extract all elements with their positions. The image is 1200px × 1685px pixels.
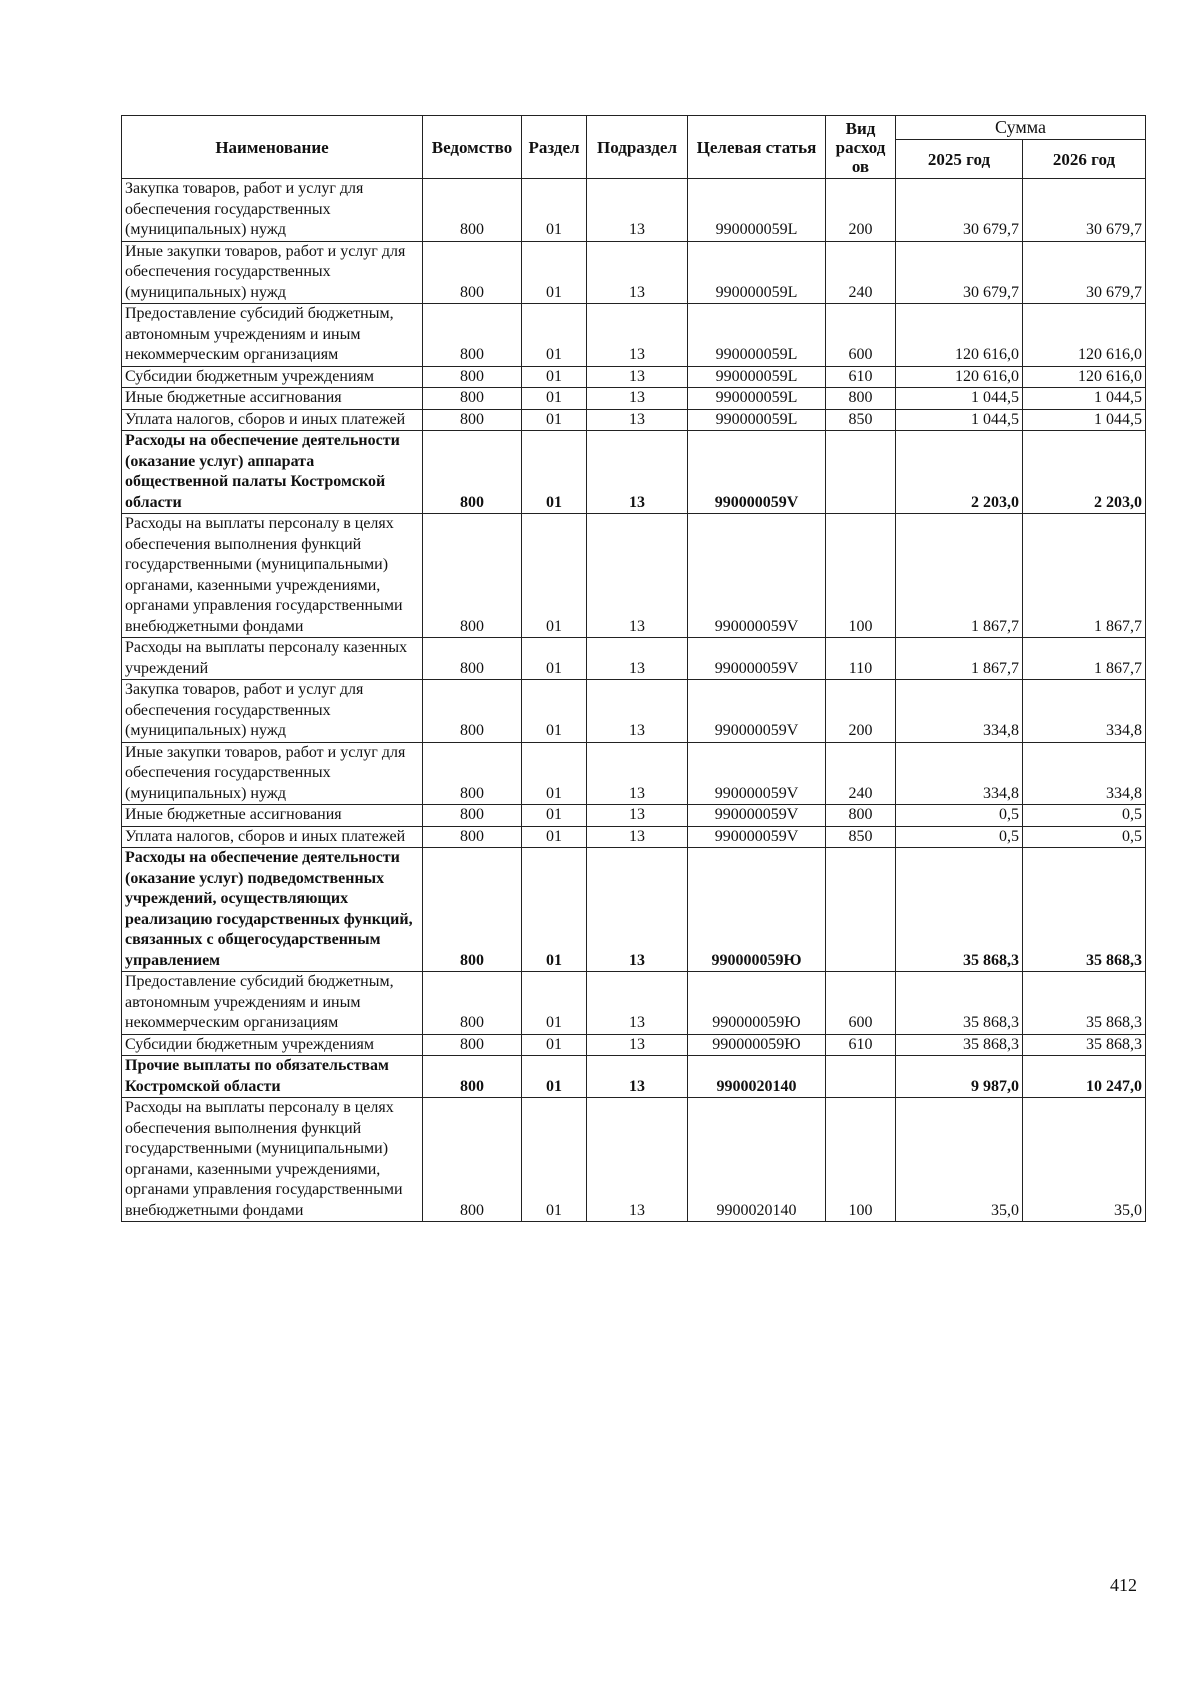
row-sum-2026: 2 203,0 [1023, 431, 1146, 514]
header-article: Целевая статья [688, 116, 826, 179]
row-section: 01 [522, 388, 587, 410]
row-name: Расходы на выплаты персоналу в целях обеспечения выполнения функций государственными (муниципальными) органами, казенными учреждениями, органами управления государственными внебюджетными фондами [122, 1098, 423, 1222]
row-sum-2026: 1 044,5 [1023, 409, 1146, 431]
row-section: 01 [522, 514, 587, 638]
row-subsection: 13 [587, 742, 688, 805]
table-row [122, 826, 1146, 848]
row-section: 01 [522, 805, 587, 827]
row-subsection: 13 [587, 1056, 688, 1098]
table-row [122, 514, 1146, 638]
header-section: Раздел [522, 116, 587, 179]
row-subsection: 13 [587, 388, 688, 410]
row-subsection: 13 [587, 805, 688, 827]
table-row [122, 304, 1146, 367]
row-section: 01 [522, 680, 587, 743]
table-row [122, 848, 1146, 972]
row-name: Закупка товаров, работ и услуг для обеспечения государственных (муниципальных) нужд [122, 179, 423, 242]
row-dept: 800 [423, 409, 522, 431]
row-dept: 800 [423, 179, 522, 242]
row-name: Расходы на выплаты персоналу казенных учреждений [122, 638, 423, 680]
row-dept: 800 [423, 848, 522, 972]
row-name: Уплата налогов, сборов и иных платежей [122, 409, 423, 431]
row-sum-2026: 1 867,7 [1023, 638, 1146, 680]
row-sum-2025: 30 679,7 [896, 241, 1023, 304]
row-sum-2026: 30 679,7 [1023, 241, 1146, 304]
row-name: Субсидии бюджетным учреждениям [122, 1034, 423, 1056]
row-sum-2025: 120 616,0 [896, 304, 1023, 367]
row-sum-2026: 30 679,7 [1023, 179, 1146, 242]
header-row [122, 116, 1146, 140]
row-sum-2026: 120 616,0 [1023, 304, 1146, 367]
row-section: 01 [522, 638, 587, 680]
row-subsection: 13 [587, 241, 688, 304]
table-row [122, 638, 1146, 680]
row-name: Уплата налогов, сборов и иных платежей [122, 826, 423, 848]
row-kind: 600 [826, 972, 896, 1035]
table-row [122, 1034, 1146, 1056]
table-row [122, 742, 1146, 805]
row-sum-2026: 35 868,3 [1023, 848, 1146, 972]
row-sum-2026: 334,8 [1023, 680, 1146, 743]
row-dept: 800 [423, 241, 522, 304]
row-article: 990000059V [688, 826, 826, 848]
row-kind: 850 [826, 826, 896, 848]
row-name: Иные закупки товаров, работ и услуг для обеспечения государственных (муниципальных) нужд [122, 742, 423, 805]
row-subsection: 13 [587, 826, 688, 848]
row-article: 990000059L [688, 241, 826, 304]
row-sum-2025: 30 679,7 [896, 179, 1023, 242]
table-row [122, 805, 1146, 827]
row-subsection: 13 [587, 1034, 688, 1056]
row-article: 990000059Ю [688, 972, 826, 1035]
table-body [122, 179, 1146, 1222]
row-name: Иные закупки товаров, работ и услуг для обеспечения государственных (муниципальных) нужд [122, 241, 423, 304]
row-section: 01 [522, 826, 587, 848]
row-kind: 110 [826, 638, 896, 680]
header-name: Наименование [122, 116, 423, 179]
row-name: Предоставление субсидий бюджетным, автономным учреждениям и иным некоммерческим организациям [122, 972, 423, 1035]
row-sum-2026: 334,8 [1023, 742, 1146, 805]
row-kind: 200 [826, 680, 896, 743]
row-sum-2025: 35,0 [896, 1098, 1023, 1222]
row-sum-2025: 1 044,5 [896, 409, 1023, 431]
row-kind: 100 [826, 1098, 896, 1222]
table-row [122, 972, 1146, 1035]
row-kind: 850 [826, 409, 896, 431]
row-dept: 800 [423, 1056, 522, 1098]
row-sum-2025: 120 616,0 [896, 366, 1023, 388]
row-kind: 600 [826, 304, 896, 367]
row-dept: 800 [423, 805, 522, 827]
row-dept: 800 [423, 826, 522, 848]
row-dept: 800 [423, 514, 522, 638]
row-dept: 800 [423, 638, 522, 680]
row-section: 01 [522, 366, 587, 388]
row-sum-2026: 35 868,3 [1023, 1034, 1146, 1056]
row-article: 990000059V [688, 514, 826, 638]
row-article: 990000059V [688, 805, 826, 827]
row-article: 990000059V [688, 431, 826, 514]
row-subsection: 13 [587, 638, 688, 680]
row-sum-2025: 0,5 [896, 826, 1023, 848]
row-article: 990000059Ю [688, 1034, 826, 1056]
row-sum-2025: 9 987,0 [896, 1056, 1023, 1098]
row-subsection: 13 [587, 514, 688, 638]
row-section: 01 [522, 409, 587, 431]
row-dept: 800 [423, 1034, 522, 1056]
table-row [122, 1098, 1146, 1222]
row-section: 01 [522, 972, 587, 1035]
row-sum-2026: 35 868,3 [1023, 972, 1146, 1035]
row-name: Расходы на выплаты персоналу в целях обеспечения выполнения функций государственными (муниципальными) органами, казенными учреждениями, органами управления государственными внебюджетными фондами [122, 514, 423, 638]
row-kind: 200 [826, 179, 896, 242]
row-kind: 610 [826, 366, 896, 388]
row-article: 990000059L [688, 366, 826, 388]
header-kind: Вид расход ов [826, 116, 896, 179]
row-sum-2025: 1 044,5 [896, 388, 1023, 410]
row-dept: 800 [423, 388, 522, 410]
row-sum-2025: 334,8 [896, 742, 1023, 805]
row-article: 990000059L [688, 179, 826, 242]
row-name: Субсидии бюджетным учреждениям [122, 366, 423, 388]
row-article: 990000059V [688, 680, 826, 743]
table-row [122, 680, 1146, 743]
row-dept: 800 [423, 972, 522, 1035]
header-dept: Ведомство [423, 116, 522, 179]
row-dept: 800 [423, 680, 522, 743]
row-sum-2026: 35,0 [1023, 1098, 1146, 1222]
row-sum-2026: 1 867,7 [1023, 514, 1146, 638]
row-name: Прочие выплаты по обязательствам Костромской области [122, 1056, 423, 1098]
row-kind: 800 [826, 805, 896, 827]
row-subsection: 13 [587, 304, 688, 367]
row-sum-2026: 0,5 [1023, 826, 1146, 848]
row-section: 01 [522, 1056, 587, 1098]
header-2025: 2025 год [896, 140, 1023, 179]
row-sum-2025: 35 868,3 [896, 972, 1023, 1035]
row-section: 01 [522, 1098, 587, 1222]
row-sum-2025: 1 867,7 [896, 514, 1023, 638]
row-kind: 610 [826, 1034, 896, 1056]
row-kind: 240 [826, 742, 896, 805]
header-subsection: Подраздел [587, 116, 688, 179]
row-dept: 800 [423, 1098, 522, 1222]
row-article: 990000059V [688, 638, 826, 680]
row-sum-2025: 35 868,3 [896, 1034, 1023, 1056]
row-section: 01 [522, 431, 587, 514]
table-row [122, 388, 1146, 410]
row-name: Иные бюджетные ассигнования [122, 388, 423, 410]
row-article: 990000059L [688, 388, 826, 410]
row-sum-2025: 1 867,7 [896, 638, 1023, 680]
row-dept: 800 [423, 742, 522, 805]
row-section: 01 [522, 1034, 587, 1056]
row-subsection: 13 [587, 972, 688, 1035]
row-sum-2026: 0,5 [1023, 805, 1146, 827]
row-name: Иные бюджетные ассигнования [122, 805, 423, 827]
row-article: 990000059V [688, 742, 826, 805]
row-sum-2025: 0,5 [896, 805, 1023, 827]
header-sum: Сумма [896, 116, 1146, 140]
table-row [122, 1056, 1146, 1098]
row-sum-2025: 2 203,0 [896, 431, 1023, 514]
row-article: 990000059L [688, 409, 826, 431]
table-row [122, 179, 1146, 242]
row-section: 01 [522, 304, 587, 367]
row-section: 01 [522, 241, 587, 304]
row-sum-2026: 1 044,5 [1023, 388, 1146, 410]
row-kind [826, 848, 896, 972]
row-article: 9900020140 [688, 1056, 826, 1098]
row-name: Расходы на обеспечение деятельности (оказание услуг) аппарата общественной палаты Костромской области [122, 431, 423, 514]
row-subsection: 13 [587, 1098, 688, 1222]
row-sum-2026: 10 247,0 [1023, 1056, 1146, 1098]
table-row [122, 431, 1146, 514]
header-2026: 2026 год [1023, 140, 1146, 179]
row-kind: 800 [826, 388, 896, 410]
table-row [122, 409, 1146, 431]
row-article: 9900020140 [688, 1098, 826, 1222]
row-kind: 100 [826, 514, 896, 638]
table-row [122, 241, 1146, 304]
page-number: 412 [1110, 1575, 1137, 1595]
row-subsection: 13 [587, 848, 688, 972]
row-subsection: 13 [587, 179, 688, 242]
row-article: 990000059Ю [688, 848, 826, 972]
row-dept: 800 [423, 304, 522, 367]
row-sum-2025: 334,8 [896, 680, 1023, 743]
row-name: Предоставление субсидий бюджетным, автономным учреждениям и иным некоммерческим организациям [122, 304, 423, 367]
row-subsection: 13 [587, 431, 688, 514]
row-dept: 800 [423, 366, 522, 388]
row-kind: 240 [826, 241, 896, 304]
row-dept: 800 [423, 431, 522, 514]
row-name: Закупка товаров, работ и услуг для обеспечения государственных (муниципальных) нужд [122, 680, 423, 743]
row-subsection: 13 [587, 366, 688, 388]
row-subsection: 13 [587, 409, 688, 431]
row-sum-2026: 120 616,0 [1023, 366, 1146, 388]
table-row [122, 366, 1146, 388]
row-kind [826, 431, 896, 514]
row-subsection: 13 [587, 680, 688, 743]
row-kind [826, 1056, 896, 1098]
row-article: 990000059L [688, 304, 826, 367]
row-section: 01 [522, 848, 587, 972]
row-name: Расходы на обеспечение деятельности (оказание услуг) подведомственных учреждений, осуществляющих реализацию государственных функций, связанных с общегосударственным управлением [122, 848, 423, 972]
row-sum-2025: 35 868,3 [896, 848, 1023, 972]
row-section: 01 [522, 742, 587, 805]
budget-table [121, 115, 1146, 1222]
row-section: 01 [522, 179, 587, 242]
